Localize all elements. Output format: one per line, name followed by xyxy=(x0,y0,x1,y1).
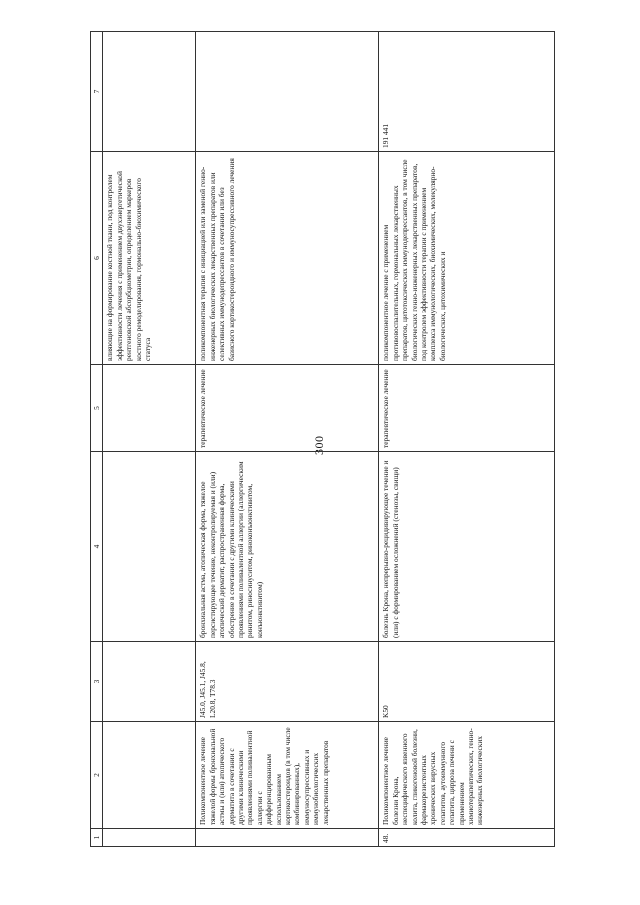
table-row xyxy=(379,32,555,847)
row-number: 48. xyxy=(379,829,555,847)
patient-model xyxy=(103,452,196,642)
treatment-type: терапевтическое лечение xyxy=(379,365,555,452)
icd-codes: J45.0, J45.1, J45.8, L20.8, T78.3 xyxy=(196,642,379,722)
patient-model: бронхиальная астма, атопическая форма, тяжелое персистирующее течение, неконтролируемая и (или) атопический дерматит, распространенная форма, обострение в сочетании с другими клиническими проявлениями поливалентной аллергии (аллергическим ринитом, риносинуситом, риноконъюнктивитом, конъюнктивитом) xyxy=(196,452,379,642)
profile-name: Поликомпонентное лечение болезни Крона, неспецифического язвенного колита, гликогеновой болезни, фармакорезистентных хронических вирусных гепатитов, аутоиммунного гепатита, цирроза печени с применением химиотерапевтических, генно-инженерных биологических xyxy=(379,722,555,829)
icd-codes: K50 xyxy=(379,642,555,722)
page-number: 300 xyxy=(312,435,326,455)
col-header-5: 5 xyxy=(91,365,103,452)
treatment-method: поликомпонентное лечение с применением противовоспалительных, гормональных лекарственных препаратов, цитотоксических иммунодепрессантов, в том числе биологических генно-инженерных лекарственных препаратов, под контролем эффективности терапии с применением комплекса иммунологических, биохимических, молекулярно-биологических, цитохимических и xyxy=(379,152,555,365)
col-header-2: 2 xyxy=(91,722,103,829)
col-header-7: 7 xyxy=(91,32,103,152)
treatment-method: влияющие на формирование костной ткани, под контролем эффективности лечения с применением двухэнергетической рентгеновской абсорбциометрии, определением маркеров костного ремоделирования, гормонально-биохимического статуса xyxy=(103,152,196,365)
row-number xyxy=(103,829,196,847)
profile-name: Поликомпонентное лечение тяжелой формы бронхиальной астмы и (или) атопического дерматита в сочетании с другими клиническими проявлениями поливалентной аллергии с дифференцированным использованием кортикостероидов (в том числе комбинированных), иммуносупрессивных и иммунобиологических лекарственных препаратов xyxy=(196,722,379,829)
rotated-table-container xyxy=(90,32,555,847)
table-header xyxy=(91,32,103,847)
col-header-1: 1 xyxy=(91,829,103,847)
table-row xyxy=(196,32,379,847)
treatment-type xyxy=(103,365,196,452)
treatment-type: терапевтическое лечение xyxy=(196,365,379,452)
col-header-6: 6 xyxy=(91,152,103,365)
patient-model: болезнь Крона, непрерывно-рецидивирующее течение и (или) с формированием осложнений (стенозы, свищи) xyxy=(379,452,555,642)
cost: 191 441 xyxy=(379,32,555,152)
profile-name xyxy=(103,722,196,829)
header-row xyxy=(91,32,103,847)
row-number xyxy=(196,829,379,847)
treatment-method: поликомпонентная терапия с инициацией или заменой генно-инженерных биологических лекарственных препаратов или селективных иммунодепрессантов в сочетании или без базисного кортикостероидного и иммуносупрессивного лечения xyxy=(196,152,379,365)
icd-codes xyxy=(103,642,196,722)
col-header-4: 4 xyxy=(91,452,103,642)
data-table xyxy=(90,31,555,847)
cost xyxy=(196,32,379,152)
cost xyxy=(103,32,196,152)
col-header-3: 3 xyxy=(91,642,103,722)
table-row xyxy=(103,32,196,847)
